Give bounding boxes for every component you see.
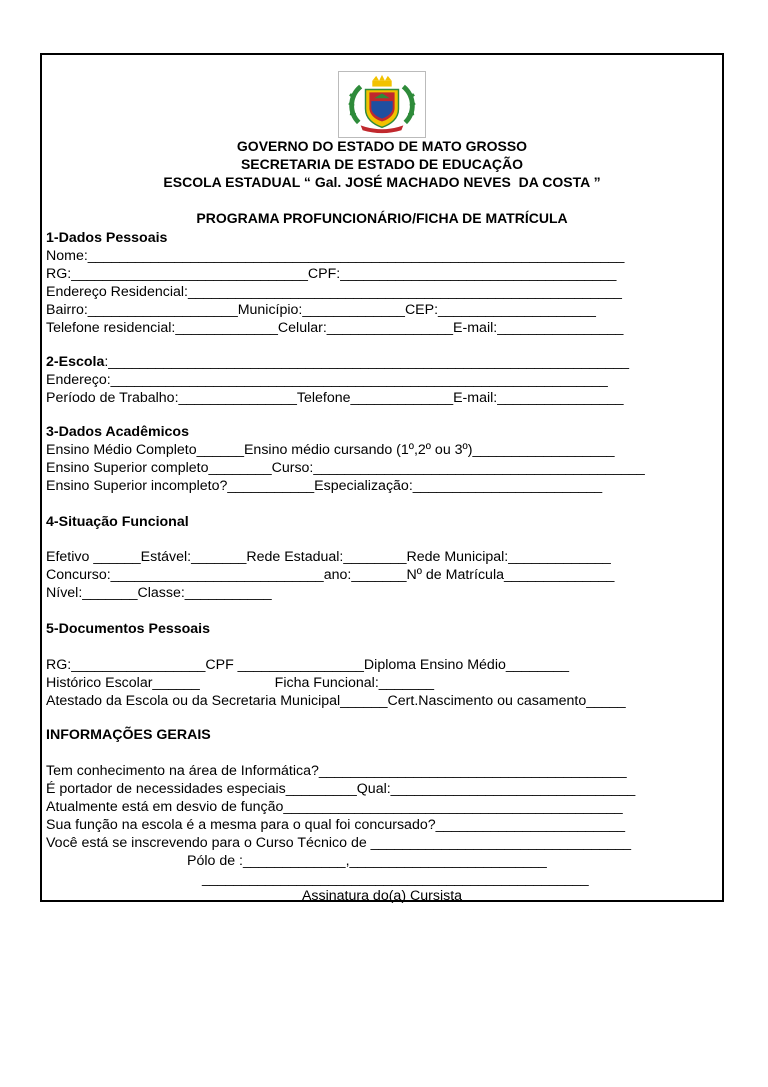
ensino-superior-completo-field[interactable]: Ensino Superior completo________Curso:__________________________________________ bbox=[46, 460, 645, 476]
coat-of-arms-icon bbox=[339, 72, 425, 137]
escola-field[interactable]: :__________________________________________________________________ bbox=[104, 354, 630, 370]
documentos-rg-cpf-diploma-field[interactable]: RG:_________________CPF ________________Diploma Ensino Médio________ bbox=[46, 657, 569, 673]
section-title-informacoes-gerais: INFORMAÇÕES GERAIS bbox=[46, 727, 211, 743]
header-school: ESCOLA ESTADUAL “ Gal. JOSÉ MACHADO NEVES DA COSTA ” bbox=[163, 174, 601, 190]
ensino-superior-incompleto-field[interactable]: Ensino Superior incompleto?___________Especialização:________________________ bbox=[46, 478, 603, 494]
section-title-situacao-funcional: 4-Situação Funcional bbox=[46, 514, 189, 530]
endereco-residencial-field[interactable]: Endereço Residencial:_______________________________________________________ bbox=[46, 284, 622, 300]
section-title-dados-academicos: 3-Dados Acadêmicos bbox=[46, 424, 189, 440]
header-secretaria: SECRETARIA DE ESTADO DE EDUCAÇÃO bbox=[240, 156, 524, 172]
informatica-field[interactable]: Tem conhecimento na área de Informática?_______________________________________ bbox=[46, 763, 627, 779]
concurso-ano-matricula-field[interactable]: Concurso:___________________________ano:_______Nº de Matrícula______________ bbox=[46, 567, 615, 583]
nivel-classe-field[interactable]: Nível:_______Classe:___________ bbox=[46, 585, 272, 601]
historico-ficha-field[interactable]: Histórico Escolar______ Ficha Funcional:_______ bbox=[46, 675, 434, 691]
section-title-dados-pessoais: 1-Dados Pessoais bbox=[46, 230, 168, 246]
ensino-medio-field[interactable]: Ensino Médio Completo______Ensino médio cursando (1º,2º ou 3º)__________________ bbox=[46, 442, 615, 458]
escola-field-row[interactable] bbox=[46, 353, 629, 371]
rg-cpf-field[interactable]: RG:______________________________CPF:___________________________________ bbox=[46, 266, 617, 282]
efetivo-estavel-rede-field[interactable]: Efetivo ______Estável:_______Rede Estadual:________Rede Municipal:_____________ bbox=[46, 549, 611, 565]
nome-field[interactable]: Nome:____________________________________________________________________ bbox=[46, 248, 625, 264]
desvio-funcao-field[interactable]: Atualmente está em desvio de função___________________________________________ bbox=[46, 799, 623, 815]
header-government: GOVERNO DO ESTADO DE MATO GROSSO bbox=[236, 138, 528, 154]
funcao-concursado-field[interactable]: Sua função na escola é a mesma para o qual foi concursado?________________________ bbox=[46, 817, 625, 833]
periodo-trabalho-field[interactable]: Período de Trabalho:_______________Telefone_____________E-mail:________________ bbox=[46, 390, 624, 406]
atestado-certidao-field[interactable]: Atestado da Escola ou da Secretaria Municipal______Cert.Nascimento ou casamento_____ bbox=[46, 693, 626, 709]
section-title-documentos-pessoais: 5-Documentos Pessoais bbox=[46, 621, 211, 637]
telefone-celular-email-field[interactable]: Telefone residencial:_____________Celular:________________E-mail:________________ bbox=[46, 320, 624, 336]
polo-field[interactable]: Pólo de :_____________,_________________________ bbox=[187, 853, 547, 869]
necessidades-especiais-field[interactable]: É portador de necessidades especiais_________Qual:_______________________________ bbox=[46, 781, 636, 797]
signature-label: Assinatura do(a) Cursista bbox=[301, 888, 463, 904]
curso-tecnico-field[interactable]: Você está se inscrevendo para o Curso Técnico de _________________________________ bbox=[46, 835, 632, 851]
escola-endereco-field[interactable]: Endereço:_______________________________________________________________ bbox=[46, 372, 608, 388]
header-program-title: PROGRAMA PROFUNCIONÁRIO/FICHA DE MATRÍCULA bbox=[196, 210, 568, 226]
signature-line[interactable]: _________________________________________________ bbox=[202, 871, 589, 887]
bairro-municipio-cep-field[interactable]: Bairro:___________________Município:_____________CEP:____________________ bbox=[46, 302, 596, 318]
section-title-escola: 2-Escola bbox=[46, 354, 105, 370]
state-coat-of-arms-seal bbox=[338, 71, 426, 138]
